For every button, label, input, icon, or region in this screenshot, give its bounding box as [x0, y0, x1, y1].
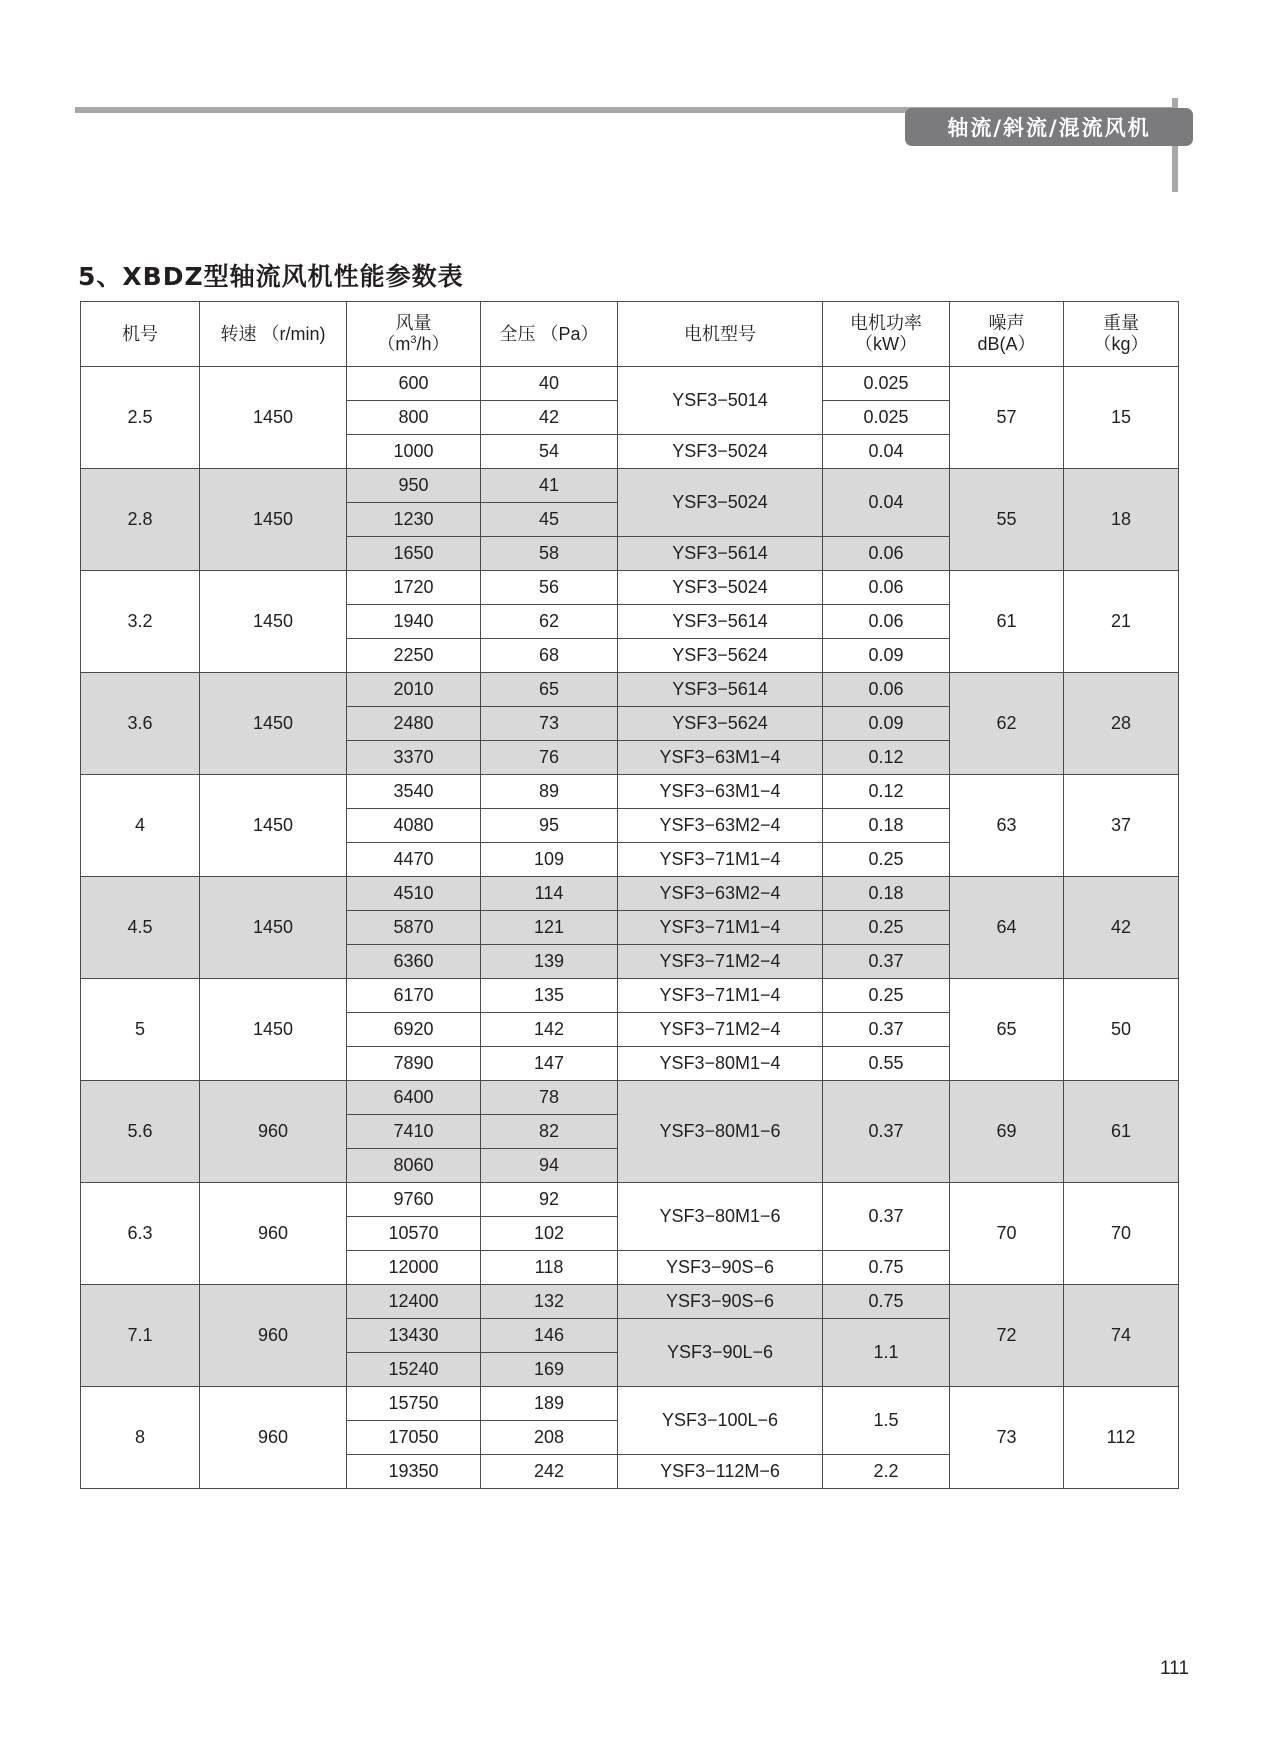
cell-flow: 2480 — [347, 707, 481, 741]
page-title: 5、XBDZ型轴流风机性能参数表 — [78, 262, 464, 291]
header-speed: 转速 （r/min) — [200, 302, 347, 367]
cell-pressure: 135 — [481, 979, 618, 1013]
cell-model: 8 — [81, 1387, 200, 1489]
cell-pressure: 109 — [481, 843, 618, 877]
cell-noise: 63 — [950, 775, 1064, 877]
header-motor: 电机型号 — [618, 302, 823, 367]
cell-power: 0.25 — [823, 911, 950, 945]
cell-power: 1.1 — [823, 1319, 950, 1387]
cell-flow: 10570 — [347, 1217, 481, 1251]
cell-pressure: 147 — [481, 1047, 618, 1081]
cell-pressure: 89 — [481, 775, 618, 809]
cell-power: 0.25 — [823, 843, 950, 877]
cell-power: 0.55 — [823, 1047, 950, 1081]
section-tag: 轴流/斜流/混流风机 — [905, 108, 1193, 146]
table-row — [81, 673, 1179, 707]
cell-pressure: 146 — [481, 1319, 618, 1353]
cell-noise: 73 — [950, 1387, 1064, 1489]
cell-weight: 42 — [1064, 877, 1179, 979]
cell-flow: 3370 — [347, 741, 481, 775]
cell-pressure: 92 — [481, 1183, 618, 1217]
cell-motor: YSF3−80M1−6 — [618, 1183, 823, 1251]
cell-motor: YSF3−63M2−4 — [618, 809, 823, 843]
cell-speed: 960 — [200, 1183, 347, 1285]
cell-pressure: 56 — [481, 571, 618, 605]
cell-flow: 12400 — [347, 1285, 481, 1319]
cell-motor: YSF3−80M1−4 — [618, 1047, 823, 1081]
cell-weight: 15 — [1064, 367, 1179, 469]
cell-power: 0.75 — [823, 1251, 950, 1285]
cell-motor: YSF3−5624 — [618, 639, 823, 673]
cell-power: 0.025 — [823, 401, 950, 435]
cell-model: 7.1 — [81, 1285, 200, 1387]
header-model: 机号 — [81, 302, 200, 367]
table-group — [81, 673, 1179, 775]
cell-power: 0.09 — [823, 639, 950, 673]
cell-pressure: 78 — [481, 1081, 618, 1115]
cell-flow: 13430 — [347, 1319, 481, 1353]
table-row — [81, 1183, 1179, 1217]
header-airflow-unit: $(m^3/h)$ — [377, 334, 450, 354]
cell-flow: 2250 — [347, 639, 481, 673]
cell-motor: YSF3−100L−6 — [618, 1387, 823, 1455]
table-group — [81, 367, 1179, 469]
cell-pressure: 62 — [481, 605, 618, 639]
cell-pressure: 68 — [481, 639, 618, 673]
cell-model: 4.5 — [81, 877, 200, 979]
cell-pressure: 76 — [481, 741, 618, 775]
cell-weight: 28 — [1064, 673, 1179, 775]
cell-pressure: 142 — [481, 1013, 618, 1047]
cell-motor: YSF3−71M1−4 — [618, 979, 823, 1013]
table-header-row — [81, 302, 1179, 367]
cell-flow: 6920 — [347, 1013, 481, 1047]
cell-motor: YSF3−5614 — [618, 605, 823, 639]
cell-model: 2.8 — [81, 469, 200, 571]
cell-flow: 4080 — [347, 809, 481, 843]
header-weight: 重量 （kg） — [1064, 302, 1179, 367]
cell-motor: YSF3−71M1−4 — [618, 911, 823, 945]
cell-speed: 1450 — [200, 673, 347, 775]
table-group — [81, 469, 1179, 571]
cell-power: 0.12 — [823, 775, 950, 809]
cell-speed: 1450 — [200, 775, 347, 877]
cell-model: 4 — [81, 775, 200, 877]
cell-motor: YSF3−5014 — [618, 367, 823, 435]
table-row — [81, 979, 1179, 1013]
cell-pressure: 54 — [481, 435, 618, 469]
table-group — [81, 571, 1179, 673]
cell-noise: 61 — [950, 571, 1064, 673]
cell-flow: 4510 — [347, 877, 481, 911]
cell-pressure: 58 — [481, 537, 618, 571]
cell-power: 0.06 — [823, 605, 950, 639]
cell-motor: YSF3−63M1−4 — [618, 775, 823, 809]
cell-noise: 62 — [950, 673, 1064, 775]
cell-pressure: 41 — [481, 469, 618, 503]
cell-pressure: 132 — [481, 1285, 618, 1319]
table-group — [81, 979, 1179, 1081]
cell-speed: 1450 — [200, 469, 347, 571]
cell-flow: 800 — [347, 401, 481, 435]
cell-speed: 960 — [200, 1285, 347, 1387]
cell-flow: 6170 — [347, 979, 481, 1013]
cell-speed: 1450 — [200, 979, 347, 1081]
cell-flow: 9760 — [347, 1183, 481, 1217]
cell-motor: YSF3−90L−6 — [618, 1319, 823, 1387]
cell-power: 2.2 — [823, 1455, 950, 1489]
cell-motor: YSF3−5624 — [618, 707, 823, 741]
cell-weight: 37 — [1064, 775, 1179, 877]
cell-power: 0.18 — [823, 877, 950, 911]
cell-speed: 960 — [200, 1387, 347, 1489]
header-pressure: 全压 （Pa） — [481, 302, 618, 367]
header-noise: 噪声 dB(A） — [950, 302, 1064, 367]
cell-pressure: 42 — [481, 401, 618, 435]
table-row — [81, 1081, 1179, 1115]
cell-flow: 5870 — [347, 911, 481, 945]
cell-pressure: 73 — [481, 707, 618, 741]
cell-model: 3.6 — [81, 673, 200, 775]
cell-flow: 1940 — [347, 605, 481, 639]
cell-pressure: 82 — [481, 1115, 618, 1149]
cell-noise: 69 — [950, 1081, 1064, 1183]
cell-flow: 1650 — [347, 537, 481, 571]
cell-flow: 950 — [347, 469, 481, 503]
cell-motor: YSF3−5024 — [618, 435, 823, 469]
cell-model: 3.2 — [81, 571, 200, 673]
cell-weight: 21 — [1064, 571, 1179, 673]
cell-pressure: 95 — [481, 809, 618, 843]
cell-motor: YSF3−112M−6 — [618, 1455, 823, 1489]
cell-noise: 57 — [950, 367, 1064, 469]
cell-flow: 6400 — [347, 1081, 481, 1115]
cell-weight: 74 — [1064, 1285, 1179, 1387]
table-group — [81, 877, 1179, 979]
cell-motor: YSF3−63M1−4 — [618, 741, 823, 775]
table-row — [81, 1387, 1179, 1421]
cell-model: 5 — [81, 979, 200, 1081]
cell-power: 0.06 — [823, 537, 950, 571]
cell-power: 0.37 — [823, 1183, 950, 1251]
page-number: 111 — [1160, 1658, 1189, 1679]
cell-power: 0.37 — [823, 945, 950, 979]
header-power: 电机功率 （kW） — [823, 302, 950, 367]
cell-model: 2.5 — [81, 367, 200, 469]
cell-motor: YSF3−5614 — [618, 673, 823, 707]
cell-weight: 50 — [1064, 979, 1179, 1081]
cell-pressure: 121 — [481, 911, 618, 945]
cell-flow: 600 — [347, 367, 481, 401]
cell-weight: 112 — [1064, 1387, 1179, 1489]
cell-flow: 1720 — [347, 571, 481, 605]
cell-motor: YSF3−71M2−4 — [618, 945, 823, 979]
cell-power: 0.37 — [823, 1013, 950, 1047]
table-group — [81, 1285, 1179, 1387]
table-row — [81, 1285, 1179, 1319]
cell-speed: 1450 — [200, 571, 347, 673]
cell-power: 0.09 — [823, 707, 950, 741]
header-airflow-label: 风量 — [395, 313, 432, 334]
cell-pressure: 65 — [481, 673, 618, 707]
cell-pressure: 102 — [481, 1217, 618, 1251]
cell-flow: 15240 — [347, 1353, 481, 1387]
cell-flow: 6360 — [347, 945, 481, 979]
cell-motor: YSF3−90S−6 — [618, 1285, 823, 1319]
cell-flow: 4470 — [347, 843, 481, 877]
cell-power: 0.25 — [823, 979, 950, 1013]
cell-pressure: 114 — [481, 877, 618, 911]
cell-flow: 8060 — [347, 1149, 481, 1183]
cell-flow: 7410 — [347, 1115, 481, 1149]
table-row — [81, 571, 1179, 605]
cell-power: 0.12 — [823, 741, 950, 775]
cell-pressure: 208 — [481, 1421, 618, 1455]
cell-flow: 1230 — [347, 503, 481, 537]
table-group — [81, 1081, 1179, 1183]
table-group — [81, 1183, 1179, 1285]
cell-pressure: 169 — [481, 1353, 618, 1387]
cell-motor: YSF3−90S−6 — [618, 1251, 823, 1285]
cell-flow: 1000 — [347, 435, 481, 469]
cell-weight: 18 — [1064, 469, 1179, 571]
table-group — [81, 1387, 1179, 1489]
cell-motor: YSF3−5024 — [618, 469, 823, 537]
cell-power: 0.06 — [823, 571, 950, 605]
cell-motor: YSF3−80M1−6 — [618, 1081, 823, 1183]
cell-power: 0.37 — [823, 1081, 950, 1183]
cell-weight: 70 — [1064, 1183, 1179, 1285]
cell-motor: YSF3−63M2−4 — [618, 877, 823, 911]
cell-speed: 960 — [200, 1081, 347, 1183]
table-row — [81, 877, 1179, 911]
cell-power: 0.04 — [823, 469, 950, 537]
cell-flow: 15750 — [347, 1387, 481, 1421]
cell-motor: YSF3−5024 — [618, 571, 823, 605]
cell-power: 0.025 — [823, 367, 950, 401]
cell-flow: 17050 — [347, 1421, 481, 1455]
cell-power: 0.75 — [823, 1285, 950, 1319]
cell-flow: 3540 — [347, 775, 481, 809]
cell-flow: 7890 — [347, 1047, 481, 1081]
cell-pressure: 118 — [481, 1251, 618, 1285]
table-row — [81, 775, 1179, 809]
header-airflow — [347, 302, 481, 367]
cell-pressure: 45 — [481, 503, 618, 537]
performance-table — [80, 301, 1179, 1489]
cell-noise: 70 — [950, 1183, 1064, 1285]
table-group — [81, 775, 1179, 877]
cell-noise: 55 — [950, 469, 1064, 571]
cell-pressure: 139 — [481, 945, 618, 979]
cell-speed: 1450 — [200, 367, 347, 469]
cell-motor: YSF3−71M2−4 — [618, 1013, 823, 1047]
cell-noise: 64 — [950, 877, 1064, 979]
cell-flow: 2010 — [347, 673, 481, 707]
cell-pressure: 40 — [481, 367, 618, 401]
cell-power: 0.06 — [823, 673, 950, 707]
cell-speed: 1450 — [200, 877, 347, 979]
cell-power: 0.18 — [823, 809, 950, 843]
cell-pressure: 189 — [481, 1387, 618, 1421]
table-row — [81, 367, 1179, 401]
cell-flow: 12000 — [347, 1251, 481, 1285]
cell-power: 0.04 — [823, 435, 950, 469]
cell-model: 6.3 — [81, 1183, 200, 1285]
cell-flow: 19350 — [347, 1455, 481, 1489]
cell-pressure: 94 — [481, 1149, 618, 1183]
cell-pressure: 242 — [481, 1455, 618, 1489]
cell-model: 5.6 — [81, 1081, 200, 1183]
cell-noise: 72 — [950, 1285, 1064, 1387]
cell-power: 1.5 — [823, 1387, 950, 1455]
cell-motor: YSF3−71M1−4 — [618, 843, 823, 877]
cell-motor: YSF3−5614 — [618, 537, 823, 571]
table-row — [81, 469, 1179, 503]
cell-noise: 65 — [950, 979, 1064, 1081]
cell-weight: 61 — [1064, 1081, 1179, 1183]
